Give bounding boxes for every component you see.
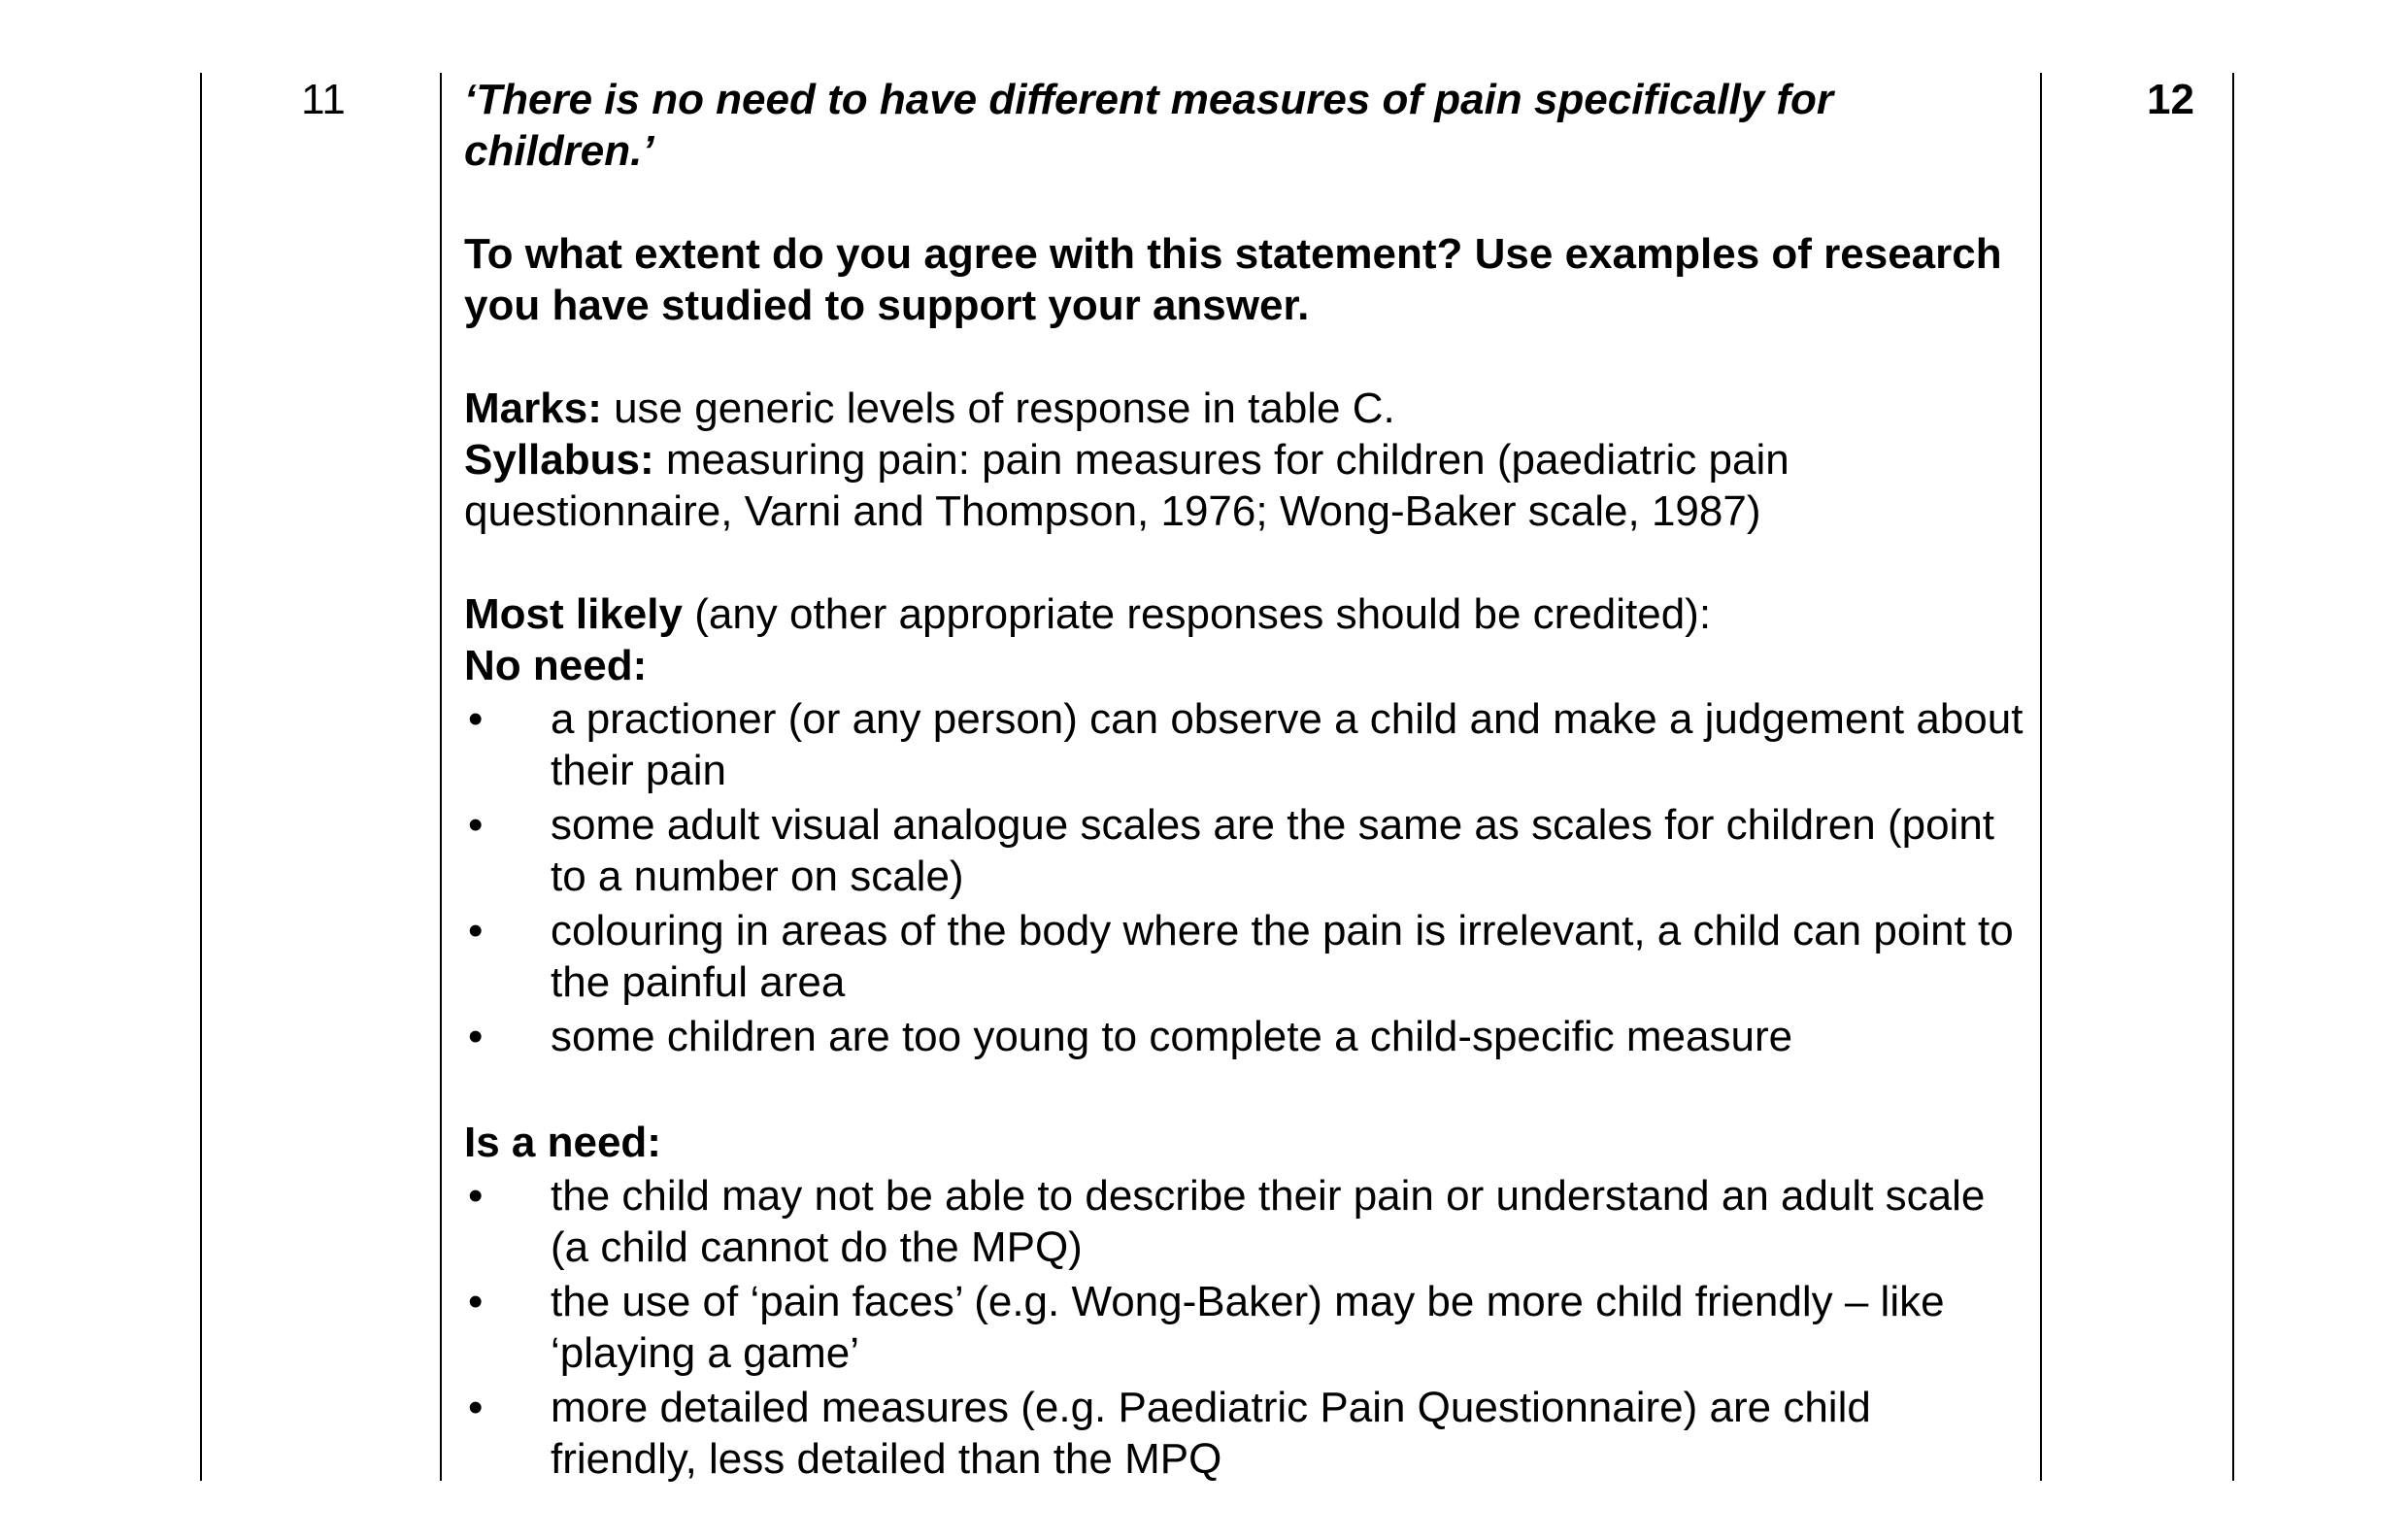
question-marks: 12: [2147, 76, 2194, 123]
bullet-icon: •: [468, 1013, 484, 1060]
bullet-icon: •: [468, 1384, 484, 1431]
list-item: [464, 1276, 2027, 1379]
question-statement: ‘There is no need to have different measures of pain specifically for children.’: [464, 76, 1834, 175]
syllabus-text: measuring pain: pain measures for children (paediatric pain questionnaire, Varni and Thompson, 1976; Wong-Baker scale, 1987): [464, 436, 1789, 535]
list-item-text: some children are too young to complete a child-specific measure: [551, 1013, 1793, 1060]
bullet-icon: •: [468, 695, 484, 743]
most-likely-label: Most likely: [464, 590, 683, 638]
list-item-text: a practioner (or any person) can observe a child and make a judgement about their pain: [551, 695, 2023, 794]
bullet-icon: •: [468, 907, 484, 954]
is-need-heading: Is a need:: [464, 1119, 661, 1166]
no-need-heading: No need:: [464, 642, 648, 689]
list-item-text: colouring in areas of the body where the pain is irrelevant, a child can point to the painful area: [551, 907, 2014, 1006]
marks-guidance: [464, 383, 2027, 434]
no-need-list: [464, 693, 2027, 1062]
question-number: 11: [301, 76, 346, 123]
spacer: [464, 331, 2027, 383]
list-item: [464, 799, 2027, 902]
table-border-question-divider: [440, 73, 442, 1481]
spacer: [464, 177, 2027, 228]
syllabus-guidance: [464, 434, 2027, 537]
most-likely-text: (any other appropriate responses should be credited):: [694, 590, 1712, 638]
list-item-text: some adult visual analogue scales are the same as scales for children (point to a number on scale): [551, 801, 1995, 900]
table-border-left: [200, 73, 202, 1481]
question-prompt: To what extent do you agree with this statement? Use examples of research you have studied to support your answer.: [464, 230, 2002, 329]
is-need-list: [464, 1170, 2027, 1485]
bullet-icon: •: [468, 1172, 484, 1220]
most-likely-line: [464, 588, 2027, 640]
spacer: [464, 537, 2027, 588]
marks-text: use generic levels of response in table C.: [614, 385, 1395, 432]
table-border-marks-divider: [2040, 73, 2042, 1481]
list-item: [464, 1170, 2027, 1273]
answer-content: [464, 74, 2027, 1488]
spacer: [464, 1065, 2027, 1117]
list-item-text: the use of ‘pain faces’ (e.g. Wong-Baker) may be more child friendly – like ‘playing a game’: [551, 1278, 1945, 1377]
bullet-icon: •: [468, 801, 484, 849]
list-item: [464, 1011, 2027, 1062]
syllabus-label: Syllabus:: [464, 436, 654, 484]
list-item: [464, 1382, 2027, 1485]
list-item-text: the child may not be able to describe their pain or understand an adult scale (a child cannot do the MPQ): [551, 1172, 1986, 1271]
list-item-text: more detailed measures (e.g. Paediatric Pain Questionnaire) are child friendly, less detailed than the MPQ: [551, 1384, 1871, 1483]
list-item: [464, 693, 2027, 796]
list-item: [464, 905, 2027, 1008]
table-border-right: [2232, 73, 2234, 1481]
marks-label: Marks:: [464, 385, 602, 432]
bullet-icon: •: [468, 1278, 484, 1325]
